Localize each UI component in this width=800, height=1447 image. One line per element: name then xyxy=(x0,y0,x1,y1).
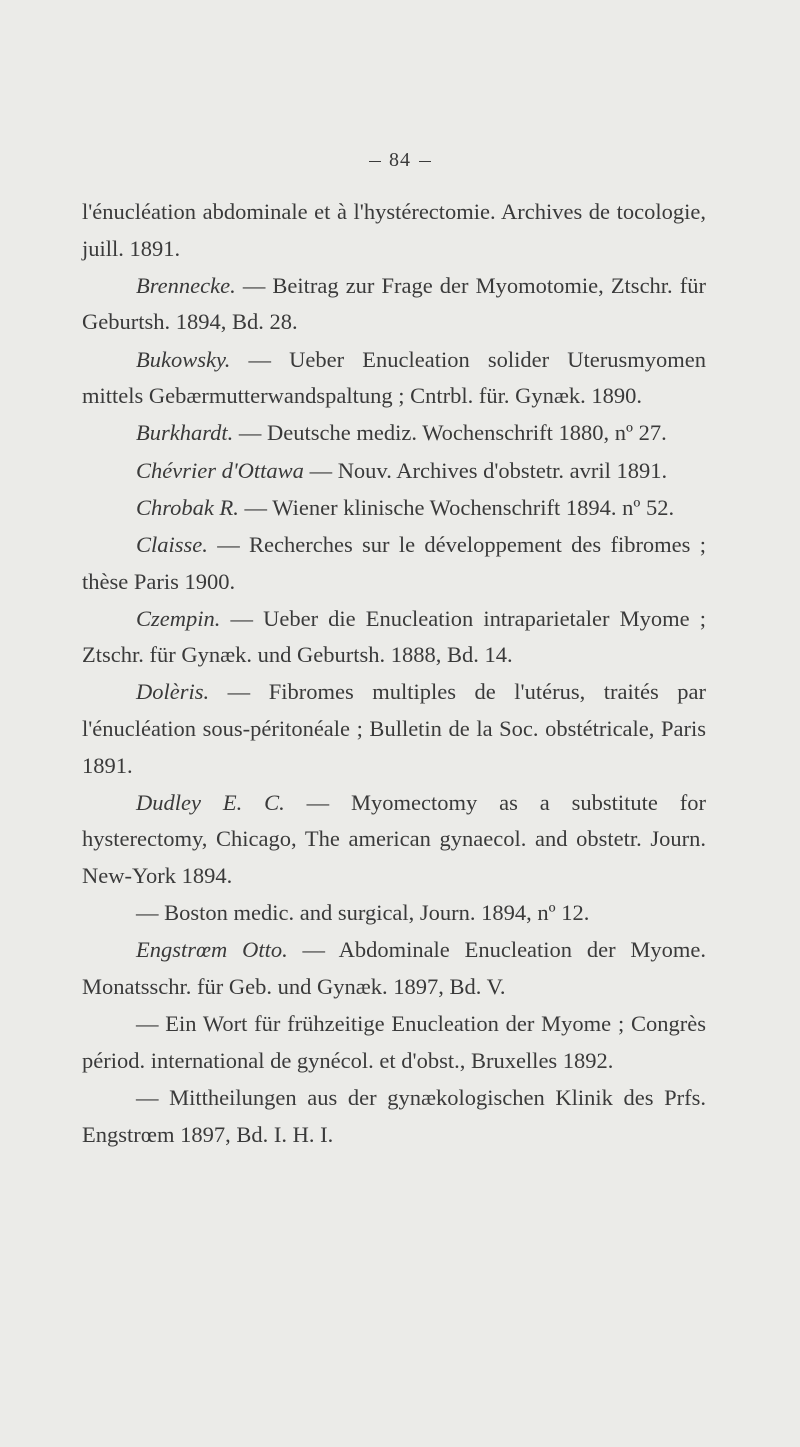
entry-text: — Ueber Enucleation solider Uterusmyomen mittels Gebærmutterwandspaltung ; Cntrbl. für. Gynæk. 1890. xyxy=(82,346,706,409)
entry-author: Chévrier d'Ottawa xyxy=(136,457,304,483)
bibliography-entry xyxy=(82,268,706,341)
page-number: 84 xyxy=(0,149,800,172)
entry-text: — Recherches sur le développement des fibromes ; thèse Paris 1900. xyxy=(82,531,706,594)
entry-author: Dudley E. C. xyxy=(136,789,285,815)
entry-author: Burkhardt. xyxy=(136,420,234,446)
bibliography-entry xyxy=(82,932,706,1005)
bibliography-entry xyxy=(82,601,706,674)
entry-author: Czempin. xyxy=(136,605,221,631)
bibliography-entry xyxy=(82,453,706,490)
bibliography-list xyxy=(82,194,706,1153)
bibliography-entry xyxy=(82,785,706,895)
entry-text: — Ein Wort für frühzeitige Enucleation der Myome ; Congrès périod. international de gynécol. et d'obst., Bruxelles 1892. xyxy=(82,1011,706,1073)
entry-author: Claisse. xyxy=(136,531,208,557)
entry-text: l'énucléation abdominale et à l'hystérectomie. Archives de tocologie, juill. 1891. xyxy=(82,199,706,261)
entry-text: — Deutsche mediz. Wochenschrift 1880, nº 27. xyxy=(233,420,667,446)
bibliography-entry xyxy=(82,490,706,527)
entry-author: Brennecke. xyxy=(136,272,236,298)
bibliography-entry xyxy=(82,1080,706,1153)
bibliography-entry xyxy=(82,895,706,932)
entry-text: — Beitrag zur Frage der Myomotomie, Ztschr. für Geburtsh. 1894, Bd. 28. xyxy=(82,272,706,335)
entry-text: — Abdominale Enucleation der Myome. Monatsschr. für Geb. und Gynæk. 1897, Bd. V. xyxy=(82,937,707,999)
bibliography-entry xyxy=(82,415,706,452)
entry-author: Chrobak R. xyxy=(136,494,239,520)
bibliography-entry xyxy=(82,1006,706,1079)
entry-author: Engstrœm Otto. xyxy=(136,937,288,963)
entry-author: Bukowsky. xyxy=(136,346,231,372)
entry-text: — Fibromes multiples de l'utérus, traités par l'énucléation sous-péritonéale ; Bulletin de la Soc. obstétricale, Paris 1891. xyxy=(82,679,706,778)
entry-text: — Boston medic. and surgical, Journ. 1894, nº 12. xyxy=(136,900,590,926)
entry-text: — Myomectomy as a substitute for hysterectomy, Chicago, The american gynaecol. and obstetr. Journ. New-York 1894. xyxy=(82,789,706,889)
entry-text: — Ueber die Enucleation intraparietaler Myome ; Ztschr. für Gynæk. und Geburtsh. 1888, Bd. 14. xyxy=(82,605,706,668)
bibliography-entry xyxy=(82,342,706,415)
entry-author: Dolèris. xyxy=(136,679,210,705)
bibliography-entry xyxy=(82,194,706,267)
entry-text: — Wiener klinische Wochenschrift 1894. nº 52. xyxy=(238,494,675,520)
entry-text: — Nouv. Archives d'obstetr. avril 1891. xyxy=(303,457,668,483)
bibliography-entry xyxy=(82,527,706,600)
entry-text: — Mittheilungen aus der gynækologischen Klinik des Prfs. Engstrœm 1897, Bd. I. H. I. xyxy=(82,1084,706,1147)
bibliography-entry xyxy=(82,674,706,784)
